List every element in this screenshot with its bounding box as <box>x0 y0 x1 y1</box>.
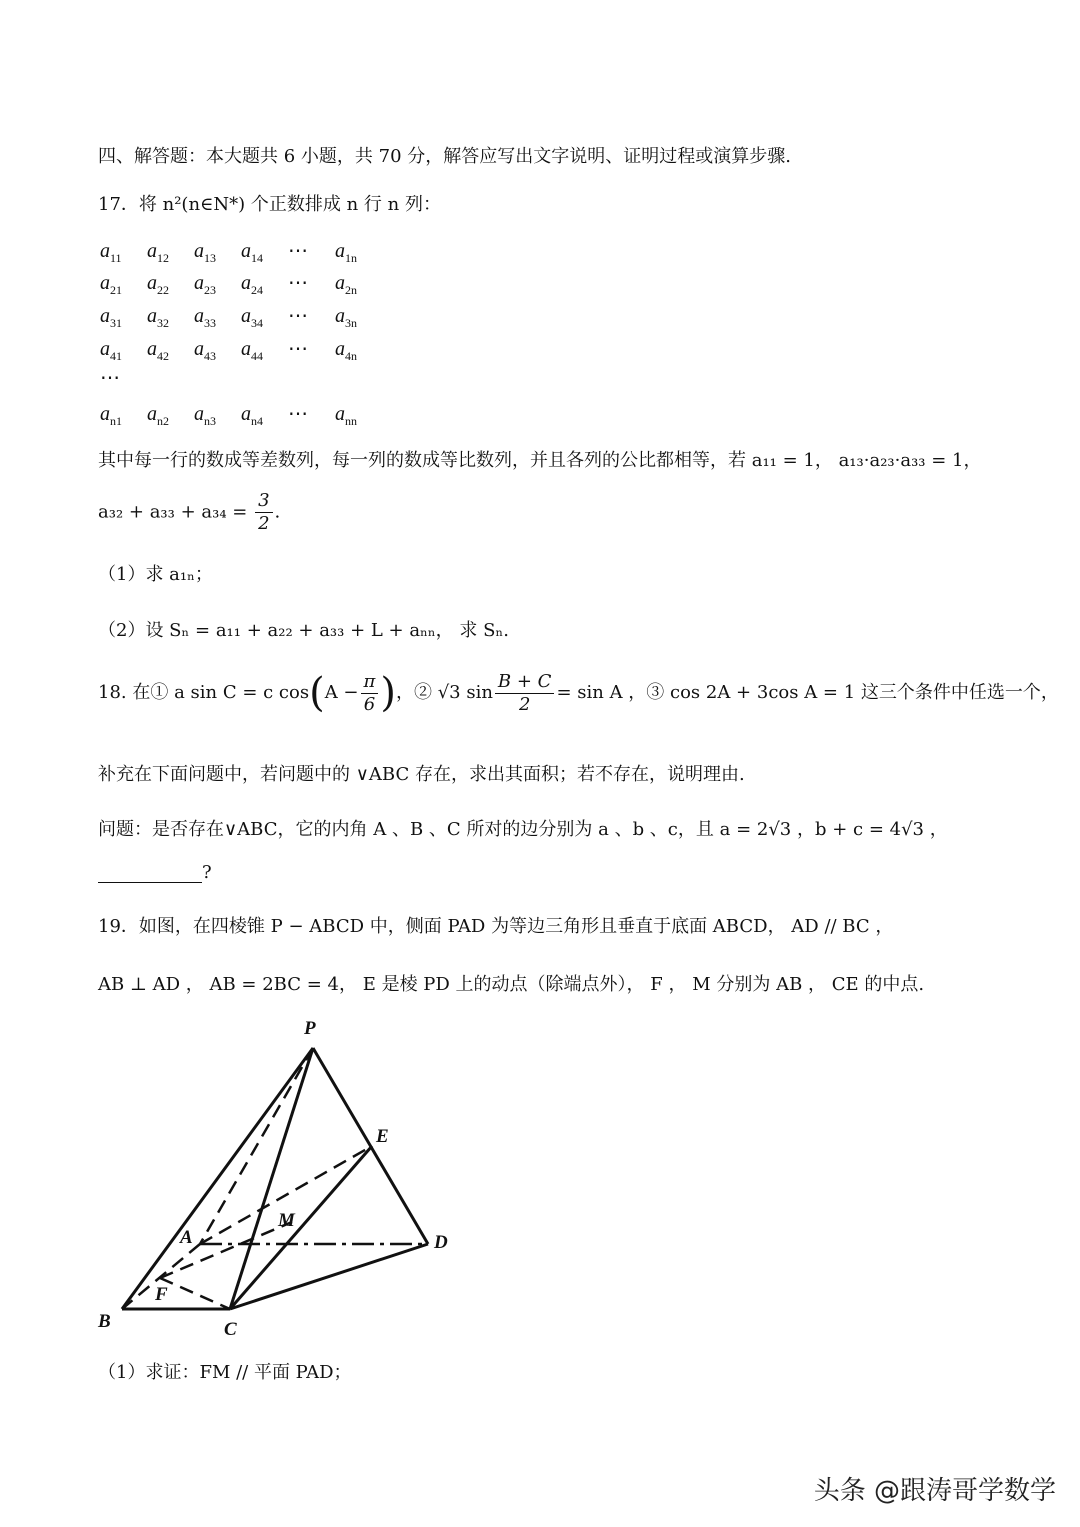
entry-subscript: 14 <box>251 251 263 265</box>
label-e: E <box>376 1126 389 1147</box>
entry-subscript: 21 <box>110 283 122 297</box>
q18-line2: 补充在下面问题中，若问题中的 ∨ABC 存在，求出其面积；若不存在，说明理由. <box>98 764 745 785</box>
ellipsis: ⋯ <box>288 403 308 425</box>
ellipsis: ⋯ <box>288 240 308 262</box>
entry-subscript: 43 <box>204 349 216 363</box>
denominator: 6 <box>363 693 376 715</box>
ellipsis: ⋯ <box>288 338 308 360</box>
edge-pb <box>122 1048 313 1309</box>
matrix-entry: $a_{43}$ <box>194 338 216 363</box>
denominator: 2 <box>258 513 270 534</box>
q17-condition2-lhs: a₃₂ + a₃₃ + a₃₄ = <box>98 501 248 523</box>
q17-stem: 17．将 n²(n∈N*) 个正数排成 n 行 n 列： <box>98 194 441 215</box>
label-c: C <box>224 1319 237 1340</box>
entry-subscript: 22 <box>157 283 169 297</box>
entry-subscript: n3 <box>204 414 216 428</box>
matrix-entry: $a_{nn}$ <box>335 403 357 428</box>
q17-condition2: a₃₂ + a₃₃ + a₃₄ = $\frac{3}{2}$ . <box>98 490 281 534</box>
q17-part1: （1）求 a₁ₙ； <box>98 564 213 585</box>
q19-line2: AB ⊥ AD ， AB = 2BC = 4， E 是棱 PD 上的动点（除端点外）， F ， M 分别为 AB ， CE 的中点. <box>98 974 925 995</box>
label-d: D <box>434 1232 448 1253</box>
entry-subscript: 13 <box>204 251 216 265</box>
entry-subscript: 12 <box>157 251 169 265</box>
q18-line1-a: 18. 在① a sin C = c cos <box>98 682 310 703</box>
matrix-entry: $a_{44}$ <box>241 338 263 363</box>
matrix-entry: $a_{3n}$ <box>335 305 357 330</box>
matrix-entry: $a_{34}$ <box>241 305 263 330</box>
matrix-entry: $a_{33}$ <box>194 305 216 330</box>
entry-subscript: n4 <box>251 414 263 428</box>
matrix-entry: $a_{42}$ <box>147 338 169 363</box>
entry-subscript: 3n <box>345 316 357 330</box>
matrix-entry: $a_{11}$ <box>100 240 122 265</box>
matrix-entry: $a_{13}$ <box>194 240 216 265</box>
entry-subscript: 32 <box>157 316 169 330</box>
label-f: F <box>155 1284 168 1305</box>
entry-subscript: 1n <box>345 251 357 265</box>
edge-pc <box>230 1048 313 1309</box>
q18-line1-b: A − <box>324 682 359 703</box>
matrix-entry: $a_{22}$ <box>147 272 169 297</box>
entry-subscript: n2 <box>157 414 169 428</box>
entry-subscript: 34 <box>251 316 263 330</box>
entry-subscript: 4n <box>345 349 357 363</box>
matrix-entry: $a_{32}$ <box>147 305 169 330</box>
matrix-entry: $a_{31}$ <box>100 305 122 330</box>
label-b: B <box>98 1311 111 1332</box>
q18-line1-c: ，② √3 sin <box>395 682 493 703</box>
entry-subscript: 23 <box>204 283 216 297</box>
q18-line1-d: = sin A ，③ cos 2A + 3cos A = 1 这三个条件中任选一个， <box>556 682 1059 703</box>
matrix-entry: $a_{1n}$ <box>335 240 357 265</box>
entry-subscript: 33 <box>204 316 216 330</box>
matrix-entry: $a_{n3}$ <box>194 403 216 428</box>
matrix-entry: $a_{2n}$ <box>335 272 357 297</box>
q18-line1: 18. 在① a sin C = c cos(A − $\frac{\pi}{6}$ )，② √3 sin $\frac{B + C}{2}$ = sin A ，③ cos 2A + 3cos A = 1 这三个条件中任选一个， <box>98 670 1059 716</box>
matrix-entry: $a_{n1}$ <box>100 403 122 428</box>
entry-subscript: 2n <box>345 283 357 297</box>
q18-line3: 问题：是否存在∨ABC，它的内角 A 、B 、C 所对的边分别为 a 、b 、c，且 a = 2√3 ，b + c = 4√3 ， <box>98 819 948 840</box>
label-a: A <box>180 1227 193 1248</box>
matrix-entry: $a_{n4}$ <box>241 403 263 428</box>
q19-part1: （1）求证：FM // 平面 PAD； <box>98 1362 352 1383</box>
entry-subscript: 11 <box>110 251 122 265</box>
q19-line1: 19．如图，在四棱锥 P − ABCD 中，侧面 PAD 为等边三角形且垂直于底面 ABCD， AD // BC ， <box>98 916 894 937</box>
ellipsis: ⋯ <box>100 367 120 389</box>
q17-part2: （2）设 Sₙ = a₁₁ + a₂₂ + a₃₃ + L + aₙₙ， 求 Sₙ. <box>98 620 509 641</box>
entry-subscript: 24 <box>251 283 263 297</box>
label-m: M <box>278 1210 295 1231</box>
ellipsis: ⋯ <box>288 272 308 294</box>
numerator: 3 <box>255 490 272 513</box>
entry-subscript: n1 <box>110 414 122 428</box>
section-header: 四、解答题：本大题共 6 小题，共 70 分，解答应写出文字说明、证明过程或演算步骤. <box>98 146 791 167</box>
entry-subscript: 31 <box>110 316 122 330</box>
matrix-entry: $a_{n2}$ <box>147 403 169 428</box>
matrix-entry: $a_{24}$ <box>241 272 263 297</box>
numerator: B + C <box>495 671 555 694</box>
matrix-entry: $a_{41}$ <box>100 338 122 363</box>
entry-subscript: 44 <box>251 349 263 363</box>
question-mark: ? <box>202 862 212 883</box>
watermark: 头条 @跟涛哥学数学 <box>813 1476 1056 1506</box>
matrix-entry: $a_{4n}$ <box>335 338 357 363</box>
ellipsis: ⋯ <box>288 305 308 327</box>
entry-subscript: 42 <box>157 349 169 363</box>
segment-fc <box>160 1278 230 1309</box>
q17-condition: 其中每一行的数成等差数列，每一列的数成等比数列，并且各列的公比都相等，若 a₁₁ = 1， a₁₃·a₂₃·a₃₃ = 1， <box>98 450 982 471</box>
matrix-entry: $a_{12}$ <box>147 240 169 265</box>
edge-pa <box>200 1048 313 1244</box>
matrix-entry: $a_{14}$ <box>241 240 263 265</box>
matrix-entry: $a_{21}$ <box>100 272 122 297</box>
label-p: P <box>304 1018 316 1039</box>
entry-subscript: 41 <box>110 349 122 363</box>
numerator: π <box>361 671 379 694</box>
denominator: 2 <box>518 693 531 715</box>
matrix-entry: $a_{23}$ <box>194 272 216 297</box>
entry-subscript: nn <box>345 414 357 428</box>
